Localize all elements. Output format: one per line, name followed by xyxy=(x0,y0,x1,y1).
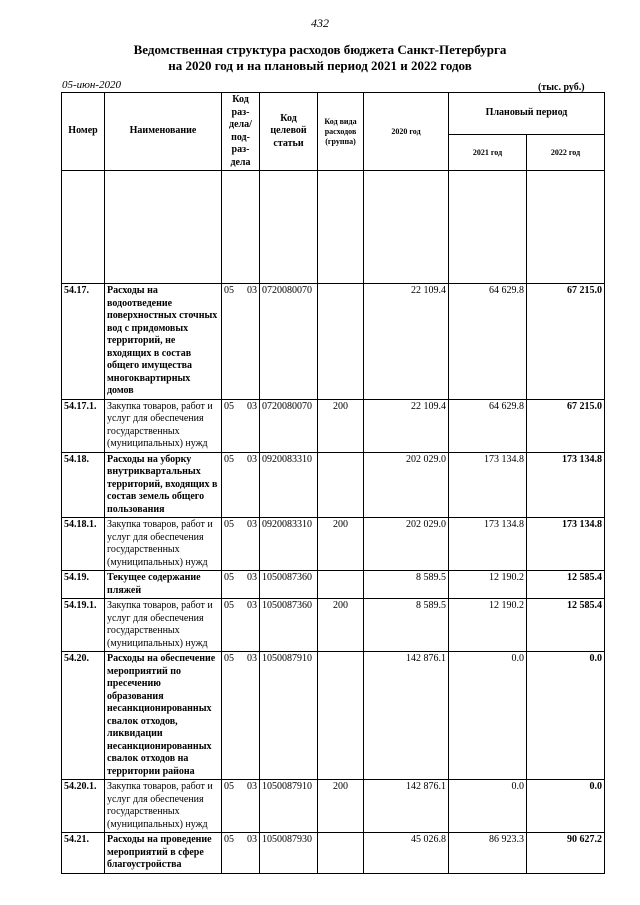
row-name: Закупка товаров, работ и услуг для обеспечения государственных (муниципальных) нужд xyxy=(105,780,222,833)
row-expense-group: 200 xyxy=(318,599,364,652)
row-target-code: 1050087930 xyxy=(260,833,318,874)
row-name: Расходы на проведение мероприятий в сфере благоустройства xyxy=(105,833,222,874)
table-row xyxy=(62,518,605,571)
row-number: 54.21. xyxy=(62,833,105,874)
row-amount-2021: 64 629.8 xyxy=(449,399,527,452)
row-amount-2022: 67 215.0 xyxy=(527,399,605,452)
row-amount-2020: 202 029.0 xyxy=(364,518,449,571)
row-target-code: 1050087910 xyxy=(260,780,318,833)
row-amount-2021: 12 190.2 xyxy=(449,571,527,599)
row-section: 05 xyxy=(224,781,234,792)
header-spacer xyxy=(62,171,605,284)
row-number: 54.20. xyxy=(62,652,105,780)
row-name: Расходы на уборку внутриквартальных территорий, входящих в состав земель общего пользования xyxy=(105,452,222,518)
title-line-1: Ведомственная структура расходов бюджета Санкт-Петербурга xyxy=(133,42,507,57)
title-line-2: на 2020 год и на плановый период 2021 и 2022 годов xyxy=(168,58,472,73)
row-subsection: 03 xyxy=(247,400,257,412)
row-section-code xyxy=(222,833,260,874)
header-name: Наименование xyxy=(105,93,222,171)
row-section-code xyxy=(222,452,260,518)
row-name: Расходы на обеспечение мероприятий по пресечению образования несанкционированных свалок отходов, ликвидации несанкционированных свалок отходов на территории района xyxy=(105,652,222,780)
row-number: 54.17. xyxy=(62,284,105,400)
table-row xyxy=(62,652,605,780)
row-section: 05 xyxy=(224,572,234,583)
row-section-code xyxy=(222,780,260,833)
header-planned: Плановый период xyxy=(449,93,605,135)
row-amount-2021: 173 134.8 xyxy=(449,452,527,518)
row-number: 54.19.1. xyxy=(62,599,105,652)
row-expense-group xyxy=(318,452,364,518)
row-subsection: 03 xyxy=(247,600,257,611)
row-target-code: 0720080070 xyxy=(260,399,318,452)
table-row xyxy=(62,780,605,833)
row-subsection: 03 xyxy=(247,653,257,664)
row-amount-2022: 67 215.0 xyxy=(527,284,605,400)
row-amount-2022: 0.0 xyxy=(527,780,605,833)
header-number: Номер xyxy=(62,93,105,171)
row-amount-2022: 173 134.8 xyxy=(527,518,605,571)
table-row xyxy=(62,571,605,599)
row-amount-2021: 173 134.8 xyxy=(449,518,527,571)
row-expense-group xyxy=(318,284,364,400)
table-row xyxy=(62,399,605,452)
header-2021: 2021 год xyxy=(449,135,527,171)
row-target-code: 1050087910 xyxy=(260,652,318,780)
row-expense-group: 200 xyxy=(318,518,364,571)
row-expense-group: 200 xyxy=(318,399,364,452)
row-target-code: 1050087360 xyxy=(260,599,318,652)
table-row xyxy=(62,452,605,518)
units-label: (тыс. руб.) xyxy=(538,82,585,93)
row-subsection: 03 xyxy=(247,781,257,792)
row-name: Закупка товаров, работ и услуг для обеспечения государственных (муниципальных) нужд xyxy=(105,518,222,571)
row-amount-2022: 0.0 xyxy=(527,652,605,780)
row-amount-2020: 142 876.1 xyxy=(364,780,449,833)
row-expense-group xyxy=(318,652,364,780)
row-section: 05 xyxy=(224,519,234,530)
row-expense-group xyxy=(318,833,364,874)
header-2020: 2020 год xyxy=(364,93,449,171)
row-amount-2020: 45 026.8 xyxy=(364,833,449,874)
row-expense-group xyxy=(318,571,364,599)
row-amount-2020: 8 589.5 xyxy=(364,571,449,599)
row-amount-2020: 8 589.5 xyxy=(364,599,449,652)
header-expense-type: Код вида расходов (группа) xyxy=(318,93,364,171)
row-target-code: 0920083310 xyxy=(260,452,318,518)
row-amount-2022: 12 585.4 xyxy=(527,599,605,652)
row-subsection: 03 xyxy=(247,285,257,296)
document-date: 05-июн-2020 xyxy=(62,79,122,91)
table-row xyxy=(62,599,605,652)
table-row xyxy=(62,833,605,874)
header-2022: 2022 год xyxy=(527,135,605,171)
header-target: Код целевой статьи xyxy=(260,93,318,171)
row-section: 05 xyxy=(224,453,234,465)
row-section-code xyxy=(222,599,260,652)
row-subsection: 03 xyxy=(247,519,257,530)
row-amount-2020: 202 029.0 xyxy=(364,452,449,518)
row-section: 05 xyxy=(224,285,234,296)
row-subsection: 03 xyxy=(247,834,257,845)
row-expense-group: 200 xyxy=(318,780,364,833)
row-number: 54.19. xyxy=(62,571,105,599)
row-number: 54.17.1. xyxy=(62,399,105,452)
row-number: 54.18. xyxy=(62,452,105,518)
page-number: 432 xyxy=(311,16,329,30)
document-title xyxy=(0,42,640,74)
row-amount-2021: 12 190.2 xyxy=(449,599,527,652)
row-section: 05 xyxy=(224,400,234,412)
row-subsection: 03 xyxy=(247,453,257,465)
row-amount-2022: 12 585.4 xyxy=(527,571,605,599)
row-target-code: 1050087360 xyxy=(260,571,318,599)
row-amount-2020: 22 109.4 xyxy=(364,284,449,400)
row-amount-2021: 64 629.8 xyxy=(449,284,527,400)
row-amount-2021: 86 923.3 xyxy=(449,833,527,874)
expense-table xyxy=(61,92,605,874)
row-subsection: 03 xyxy=(247,572,257,583)
table-row xyxy=(62,284,605,400)
row-amount-2020: 142 876.1 xyxy=(364,652,449,780)
row-target-code: 0920083310 xyxy=(260,518,318,571)
row-number: 54.20.1. xyxy=(62,780,105,833)
row-name: Текущее содержание пляжей xyxy=(105,571,222,599)
row-name: Закупка товаров, работ и услуг для обеспечения государственных (муниципальных) нужд xyxy=(105,399,222,452)
row-target-code: 0720080070 xyxy=(260,284,318,400)
row-section-code xyxy=(222,518,260,571)
header-row xyxy=(62,93,605,135)
row-section: 05 xyxy=(224,600,234,611)
row-section: 05 xyxy=(224,653,234,664)
row-number: 54.18.1. xyxy=(62,518,105,571)
row-section-code xyxy=(222,571,260,599)
row-amount-2021: 0.0 xyxy=(449,652,527,780)
row-section-code xyxy=(222,284,260,400)
row-amount-2022: 90 627.2 xyxy=(527,833,605,874)
row-name: Расходы на водоотведение поверхностных сточных вод с придомовых территорий, не входящих в состав общего имущества многоквартирных домов xyxy=(105,284,222,400)
row-section: 05 xyxy=(224,834,234,845)
row-amount-2022: 173 134.8 xyxy=(527,452,605,518)
row-section-code xyxy=(222,652,260,780)
row-name: Закупка товаров, работ и услуг для обеспечения государственных (муниципальных) нужд xyxy=(105,599,222,652)
row-amount-2020: 22 109.4 xyxy=(364,399,449,452)
row-section-code xyxy=(222,399,260,452)
header-section: Код раз-дела/ под-раз-дела xyxy=(222,93,260,171)
row-amount-2021: 0.0 xyxy=(449,780,527,833)
